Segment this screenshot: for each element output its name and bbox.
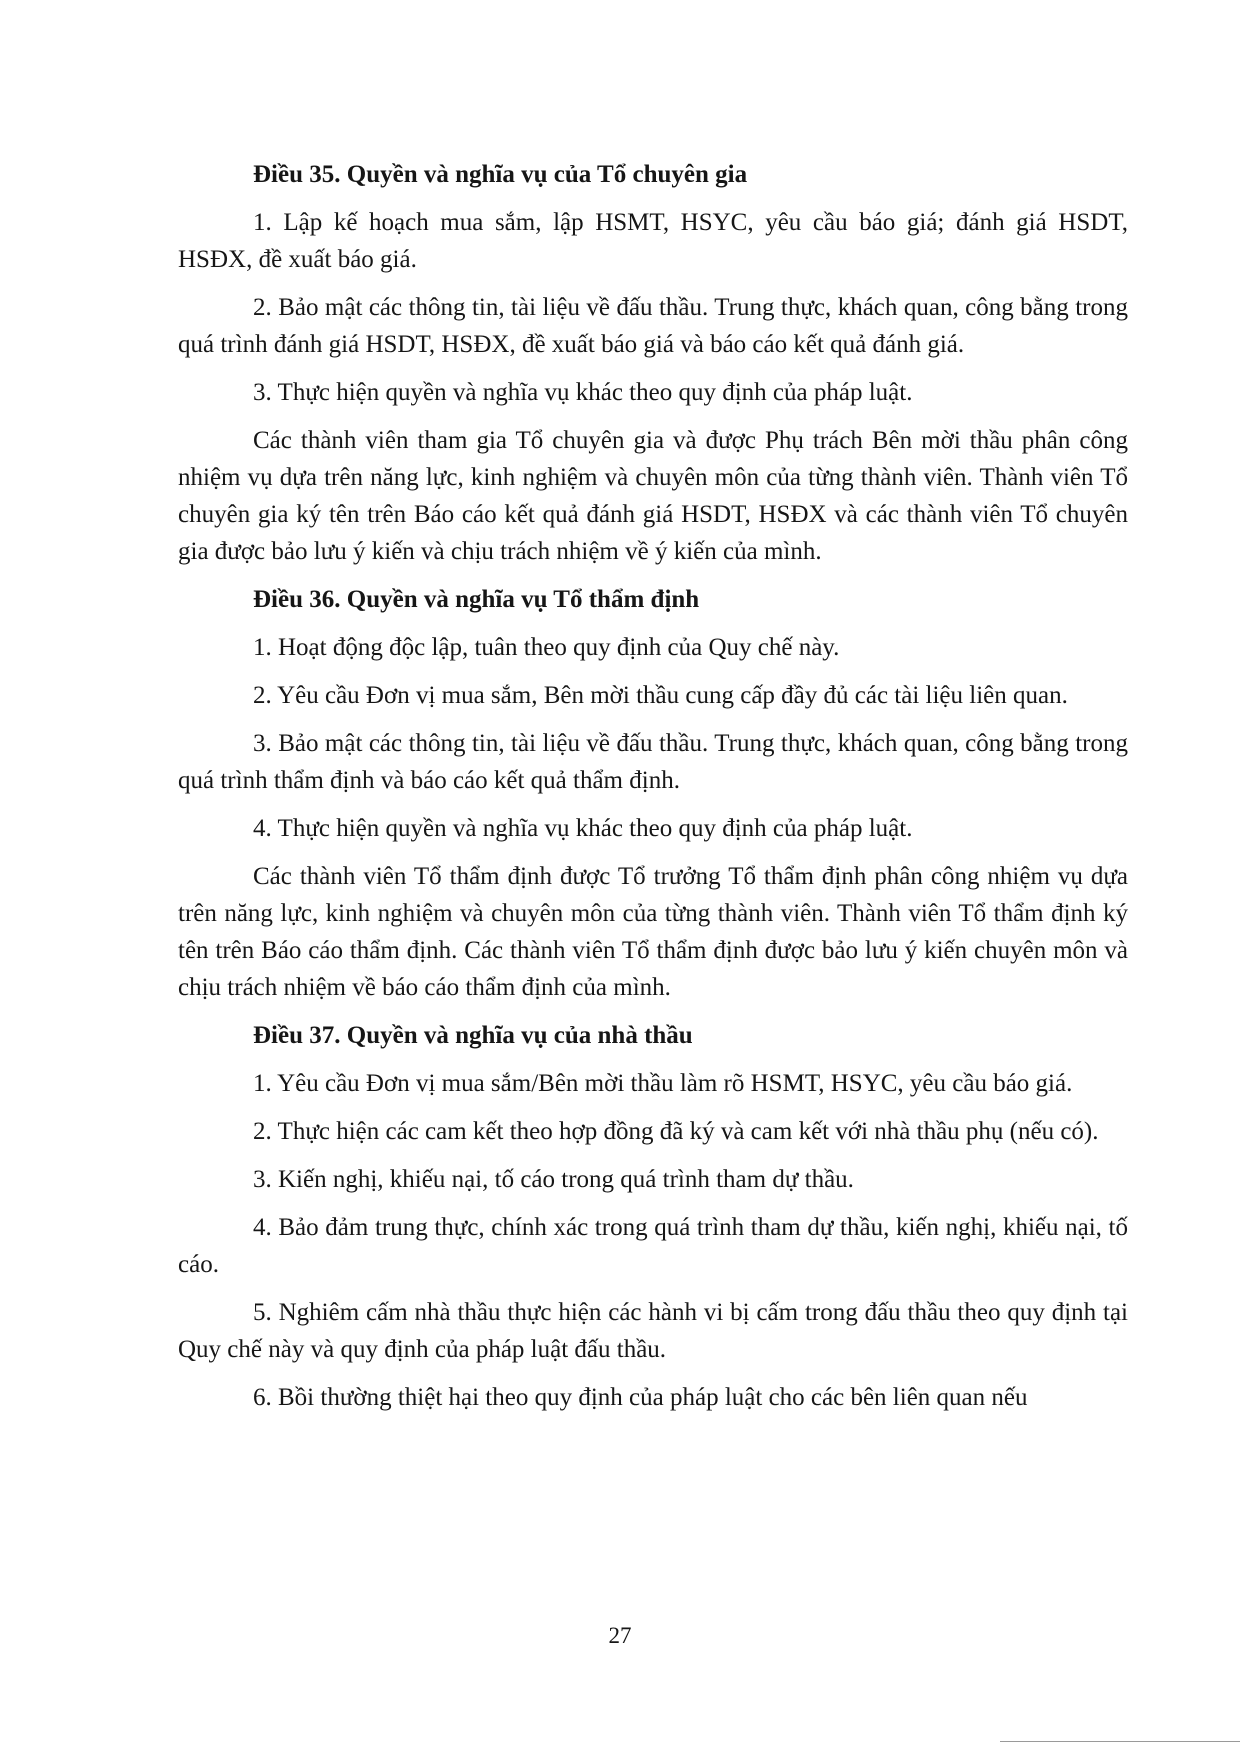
paragraph: 5. Nghiêm cấm nhà thầu thực hiện các hành vi bị cấm trong đấu thầu theo quy định tại Quy chế này và quy định của pháp luật đấu thầu. <box>178 1299 1128 1363</box>
paragraph: 1. Yêu cầu Đơn vị mua sắm/Bên mời thầu làm rõ HSMT, HSYC, yêu cầu báo giá. <box>253 1070 1073 1097</box>
paragraph: 1. Hoạt động độc lập, tuân theo quy định của Quy chế này. <box>253 634 840 661</box>
footer-rule <box>1000 1741 1240 1742</box>
paragraph: 4. Thực hiện quyền và nghĩa vụ khác theo quy định của pháp luật. <box>253 815 913 842</box>
article-heading: Điều 37. Quyền và nghĩa vụ của nhà thầu <box>253 1022 693 1049</box>
article-heading: Điều 36. Quyền và nghĩa vụ Tổ thẩm định <box>253 586 700 613</box>
paragraph: 3. Bảo mật các thông tin, tài liệu về đấu thầu. Trung thực, khách quan, công bằng trong quá trình thẩm định và báo cáo kết quả thẩm định. <box>178 730 1128 794</box>
article-35 <box>178 156 1128 570</box>
paragraph: 3. Thực hiện quyền và nghĩa vụ khác theo quy định của pháp luật. <box>253 379 913 406</box>
paragraph: 1. Lập kế hoạch mua sắm, lập HSMT, HSYC, yêu cầu báo giá; đánh giá HSDT, HSĐX, đề xuất báo giá. <box>178 209 1128 273</box>
paragraph: Các thành viên tham gia Tổ chuyên gia và được Phụ trách Bên mời thầu phân công nhiệm vụ dựa trên năng lực, kinh nghiệm và chuyên môn của từng thành viên. Thành viên Tổ chuyên gia ký tên trên Báo cáo kết quả đánh giá HSDT, HSĐX và các thành viên Tổ chuyên gia được bảo lưu ý kiến và chịu trách nhiệm về ý kiến của mình. <box>178 427 1128 565</box>
paragraph: 3. Kiến nghị, khiếu nại, tố cáo trong quá trình tham dự thầu. <box>253 1166 854 1193</box>
paragraph: 2. Thực hiện các cam kết theo hợp đồng đã ký và cam kết với nhà thầu phụ (nếu có). <box>253 1118 1099 1145</box>
paragraph: 2. Yêu cầu Đơn vị mua sắm, Bên mời thầu cung cấp đầy đủ các tài liệu liên quan. <box>253 682 1068 709</box>
article-37 <box>178 1017 1128 1416</box>
paragraph: 6. Bồi thường thiệt hại theo quy định của pháp luật cho các bên liên quan nếu <box>253 1384 1028 1411</box>
paragraph: 4. Bảo đảm trung thực, chính xác trong quá trình tham dự thầu, kiến nghị, khiếu nại, tố cáo. <box>178 1214 1128 1278</box>
article-36 <box>178 581 1128 1006</box>
document-body <box>178 156 1128 1427</box>
paragraph: Các thành viên Tổ thẩm định được Tổ trưởng Tổ thẩm định phân công nhiệm vụ dựa trên năng lực, kinh nghiệm và chuyên môn của từng thành viên. Thành viên Tổ thẩm định ký tên trên Báo cáo thẩm định. Các thành viên Tổ thẩm định được bảo lưu ý kiến chuyên môn và chịu trách nhiệm về báo cáo thẩm định của mình. <box>178 863 1128 1001</box>
paragraph: 2. Bảo mật các thông tin, tài liệu về đấu thầu. Trung thực, khách quan, công bằng trong quá trình đánh giá HSDT, HSĐX, đề xuất báo giá và báo cáo kết quả đánh giá. <box>178 294 1128 358</box>
article-heading: Điều 35. Quyền và nghĩa vụ của Tổ chuyên gia <box>253 161 748 188</box>
page-number: 27 <box>608 1623 632 1648</box>
